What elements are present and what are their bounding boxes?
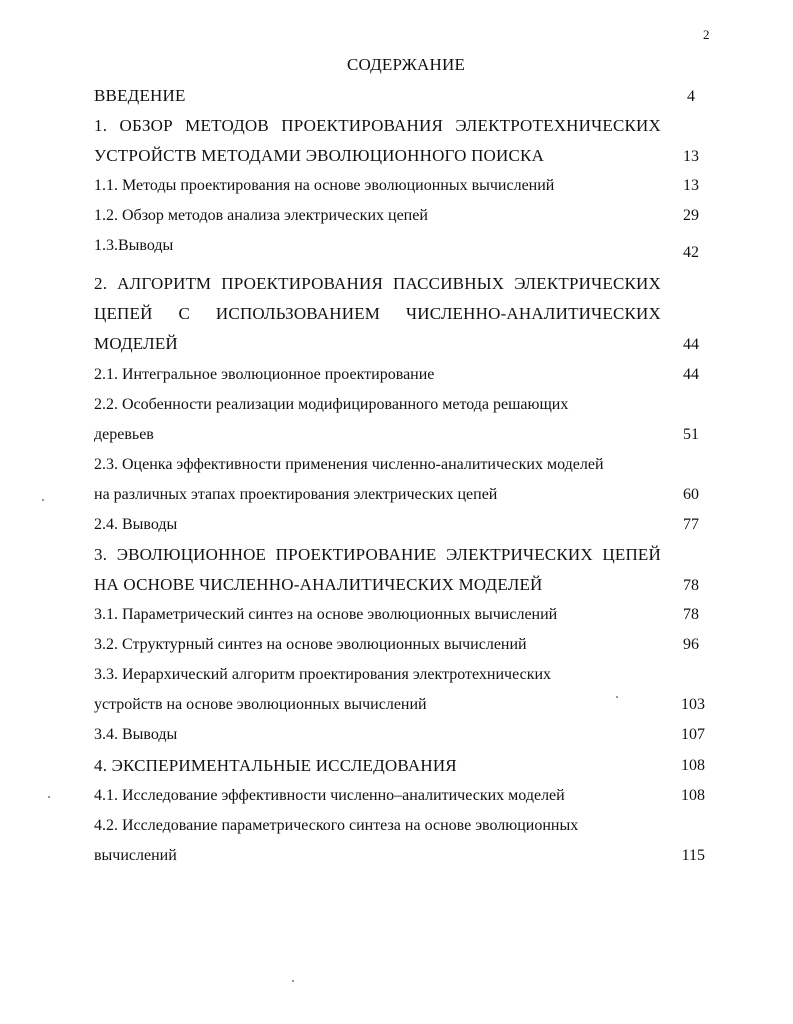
toc-page-number: 115 (681, 847, 705, 864)
toc-entry-section-2-4: 2.4. Выводы (94, 516, 178, 533)
toc-entry-section-3-4: 3.4. Выводы (94, 726, 178, 743)
toc-page-number: 44 (683, 336, 699, 353)
toc-page-number: 108 (681, 757, 705, 774)
toc-page-number: 42 (683, 244, 699, 261)
toc-entry-chapter-1-line-2: УСТРОЙСТВ МЕТОДАМИ ЭВОЛЮЦИОННОГО ПОИСКА (94, 146, 545, 165)
toc-entry-chapter-3-line-2: НА ОСНОВЕ ЧИСЛЕННО-АНАЛИТИЧЕСКИХ МОДЕЛЕЙ (94, 575, 543, 594)
toc-entry-section-2-2-line-2: деревьев (94, 426, 154, 443)
toc-entry-section-2-3-line-1: 2.3. Оценка эффективности применения численно-аналитических моделей (94, 456, 604, 473)
toc-entry-section-1-3: 1.3.Выводы (94, 237, 174, 254)
toc-entry-chapter-2-line-2: ЦЕПЕЙ С ИСПОЛЬЗОВАНИЕМ ЧИСЛЕННО-АНАЛИТИЧЕСКИХ (94, 304, 661, 323)
toc-entry-section-3-3-line-2: устройств на основе эволюционных вычислений (94, 696, 427, 713)
toc-page-number: 77 (683, 516, 699, 533)
toc-entry-section-2-3-line-2: на различных этапах проектирования электрических цепей (94, 486, 498, 503)
toc-entry-section-4-2-line-1: 4.2. Исследование параметрического синтеза на основе эволюционных (94, 817, 579, 834)
toc-entry-chapter-1-line-1: 1. ОБЗОР МЕТОДОВ ПРОЕКТИРОВАНИЯ ЭЛЕКТРОТЕХНИЧЕСКИХ (94, 116, 661, 135)
toc-page-number: 51 (683, 426, 699, 443)
toc-page-number: 13 (683, 177, 699, 194)
scan-speck (616, 696, 618, 698)
scan-speck (292, 980, 294, 982)
toc-entry-chapter-3-line-1: 3. ЭВОЛЮЦИОННОЕ ПРОЕКТИРОВАНИЕ ЭЛЕКТРИЧЕСКИХ ЦЕПЕЙ (94, 545, 661, 564)
toc-page-number: 78 (683, 606, 699, 623)
toc-entry-section-1-1: 1.1. Методы проектирования на основе эволюционных вычислений (94, 177, 555, 194)
toc-page-number: 60 (683, 486, 699, 503)
toc-page-number: 4 (687, 88, 695, 105)
toc-page-number: 96 (683, 636, 699, 653)
toc-entry-section-2-2-line-1: 2.2. Особенности реализации модифицированного метода решающих (94, 396, 569, 413)
toc-title: СОДЕРЖАНИЕ (346, 55, 466, 74)
toc-page-number: 108 (681, 787, 705, 804)
toc-page-number: 44 (683, 366, 699, 383)
toc-entry-introduction: ВВЕДЕНИЕ (94, 86, 186, 105)
toc-entry-chapter-2-line-1: 2. АЛГОРИТМ ПРОЕКТИРОВАНИЯ ПАССИВНЫХ ЭЛЕКТРИЧЕСКИХ (94, 274, 661, 293)
toc-entry-section-4-1: 4.1. Исследование эффективности численно–аналитических моделей (94, 787, 565, 804)
scan-speck (42, 499, 44, 501)
toc-page-number: 107 (681, 726, 705, 743)
page-number: 2 (703, 27, 710, 42)
toc-entry-chapter-4: 4. ЭКСПЕРИМЕНТАЛЬНЫЕ ИССЛЕДОВАНИЯ (94, 756, 457, 775)
toc-entry-section-2-1: 2.1. Интегральное эволюционное проектирование (94, 366, 435, 383)
toc-page-number: 103 (681, 696, 705, 713)
scan-speck (48, 796, 50, 798)
toc-entry-section-3-2: 3.2. Структурный синтез на основе эволюционных вычислений (94, 636, 527, 653)
toc-page-number: 29 (683, 207, 699, 224)
toc-entry-section-4-2-line-2: вычислений (94, 847, 177, 864)
toc-entry-section-3-1: 3.1. Параметрический синтез на основе эволюционных вычислений (94, 606, 558, 623)
toc-entry-section-1-2: 1.2. Обзор методов анализа электрических цепей (94, 207, 428, 224)
toc-entry-chapter-2-line-3: МОДЕЛЕЙ (94, 334, 178, 353)
toc-entry-section-3-3-line-1: 3.3. Иерархический алгоритм проектирования электротехнических (94, 666, 552, 683)
toc-page-number: 78 (683, 577, 699, 594)
toc-page-number: 13 (683, 148, 699, 165)
